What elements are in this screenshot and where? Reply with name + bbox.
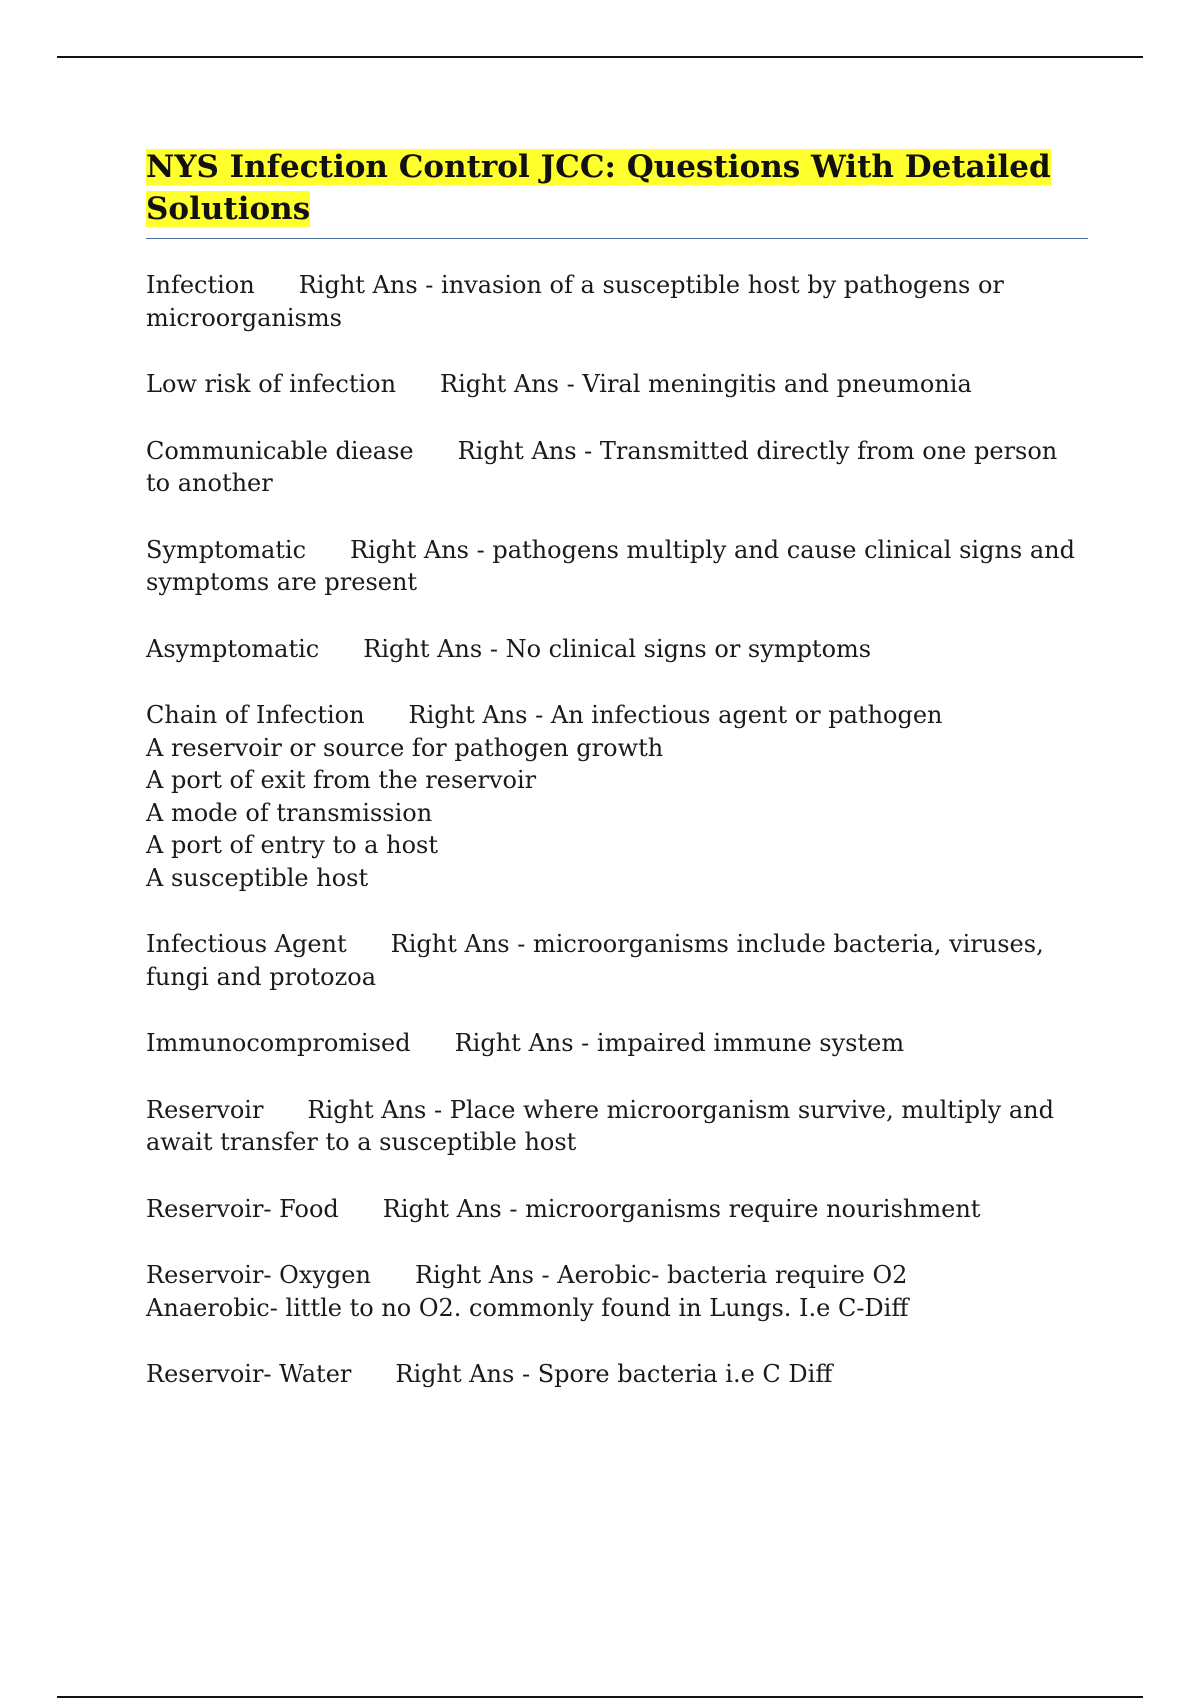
page-title <box>146 146 1088 230</box>
qa-answer-line: A susceptible host <box>146 863 369 892</box>
qa-answer-line: Anaerobic- little to no O2. commonly found in Lungs. I.e C-Diff <box>146 1293 909 1322</box>
qa-first-line <box>146 534 1088 599</box>
qa-answer-line: A reservoir or source for pathogen growth <box>146 733 664 762</box>
qa-item <box>146 1094 1088 1159</box>
qa-first-line <box>146 1259 1088 1292</box>
qa-answer-text: microorganisms require nourishment <box>525 1194 981 1223</box>
qa-term: Asymptomatic <box>146 634 320 663</box>
qa-first-line <box>146 1027 1088 1060</box>
qa-answer-text: impaired immune system <box>596 1029 905 1057</box>
qa-answer-text: microorganisms include bacteria, viruses, fungi and protozoa <box>146 930 1044 991</box>
qa-answer-prefix: Right Ans - <box>363 634 506 663</box>
qa-answer-text: invasion of a susceptible host by pathogens or microorganisms <box>146 271 1004 332</box>
qa-list <box>146 269 1088 1391</box>
qa-answer-line: A mode of transmission <box>146 798 433 827</box>
qa-first-line <box>146 1193 1088 1226</box>
qa-term: Symptomatic <box>146 535 307 564</box>
qa-term: Low risk of infection <box>146 370 397 398</box>
header-rule <box>57 56 1143 58</box>
qa-answer-prefix: Right Ans - <box>350 535 493 564</box>
qa-term: Reservoir <box>146 1095 264 1124</box>
qa-term: Infectious Agent <box>146 930 347 958</box>
qa-answer-prefix: Right Ans - <box>454 1029 597 1057</box>
qa-answer-prefix: Right Ans - <box>390 930 533 958</box>
footer-rule <box>57 1696 1143 1698</box>
qa-item <box>146 534 1088 599</box>
qa-answer-prefix: Right Ans - <box>414 1261 558 1289</box>
qa-item <box>146 928 1088 993</box>
qa-term: Reservoir- Water <box>146 1360 352 1388</box>
qa-item <box>146 1358 1088 1391</box>
title-highlight: NYS Infection Control JCC: Questions With Detailed Solutions <box>146 149 1051 227</box>
qa-first-line <box>146 368 1088 401</box>
qa-answer-prefix: Right Ans - <box>298 271 442 299</box>
qa-item <box>146 1259 1088 1324</box>
qa-first-line <box>146 699 1088 732</box>
qa-item <box>146 633 1088 666</box>
qa-term: Reservoir- Food <box>146 1194 339 1223</box>
qa-answer-text: Transmitted directly from one person to another <box>146 436 1058 497</box>
qa-term: Infection <box>146 271 255 299</box>
qa-answer-text: Viral meningitis and pneumonia <box>582 370 972 398</box>
qa-answer-text: Spore bacteria i.e C Diff <box>537 1360 833 1388</box>
title-block <box>146 146 1088 239</box>
qa-item <box>146 269 1088 334</box>
qa-answer-prefix: Right Ans - <box>382 1194 526 1223</box>
qa-answer-text: Aerobic- bacteria require O2 <box>557 1261 908 1289</box>
qa-answer-text: pathogens multiply and cause clinical signs and symptoms are present <box>146 535 1075 596</box>
qa-item <box>146 1027 1088 1060</box>
qa-item <box>146 699 1088 894</box>
qa-answer-text: Place where microorganism survive, multiply and await transfer to a susceptible host <box>146 1095 1054 1156</box>
qa-answer-prefix: Right Ans - <box>440 370 583 398</box>
qa-answer-text: No clinical signs or symptoms <box>505 634 872 663</box>
qa-first-line <box>146 633 1088 666</box>
qa-first-line <box>146 269 1088 334</box>
qa-term: Immunocompromised <box>146 1029 411 1057</box>
qa-answer-prefix: Right Ans - <box>307 1095 450 1124</box>
qa-first-line <box>146 1094 1088 1159</box>
qa-first-line <box>146 928 1088 993</box>
qa-answer-text: An infectious agent or pathogen <box>550 701 943 729</box>
qa-answer-prefix: Right Ans - <box>395 1360 538 1388</box>
qa-item <box>146 368 1088 401</box>
qa-answer-line: A port of entry to a host <box>146 831 438 859</box>
qa-answer-prefix: Right Ans - <box>408 701 551 729</box>
qa-first-line <box>146 435 1088 500</box>
qa-term: Chain of Infection <box>146 701 365 729</box>
qa-item <box>146 1193 1088 1226</box>
qa-first-line <box>146 1358 1088 1391</box>
qa-answer-line: A port of exit from the reservoir <box>146 766 537 794</box>
qa-term: Communicable diease <box>146 436 414 465</box>
qa-answer-prefix: Right Ans - <box>457 436 600 465</box>
qa-term: Reservoir- Oxygen <box>146 1261 371 1289</box>
document-body <box>146 146 1088 1425</box>
qa-item <box>146 435 1088 500</box>
